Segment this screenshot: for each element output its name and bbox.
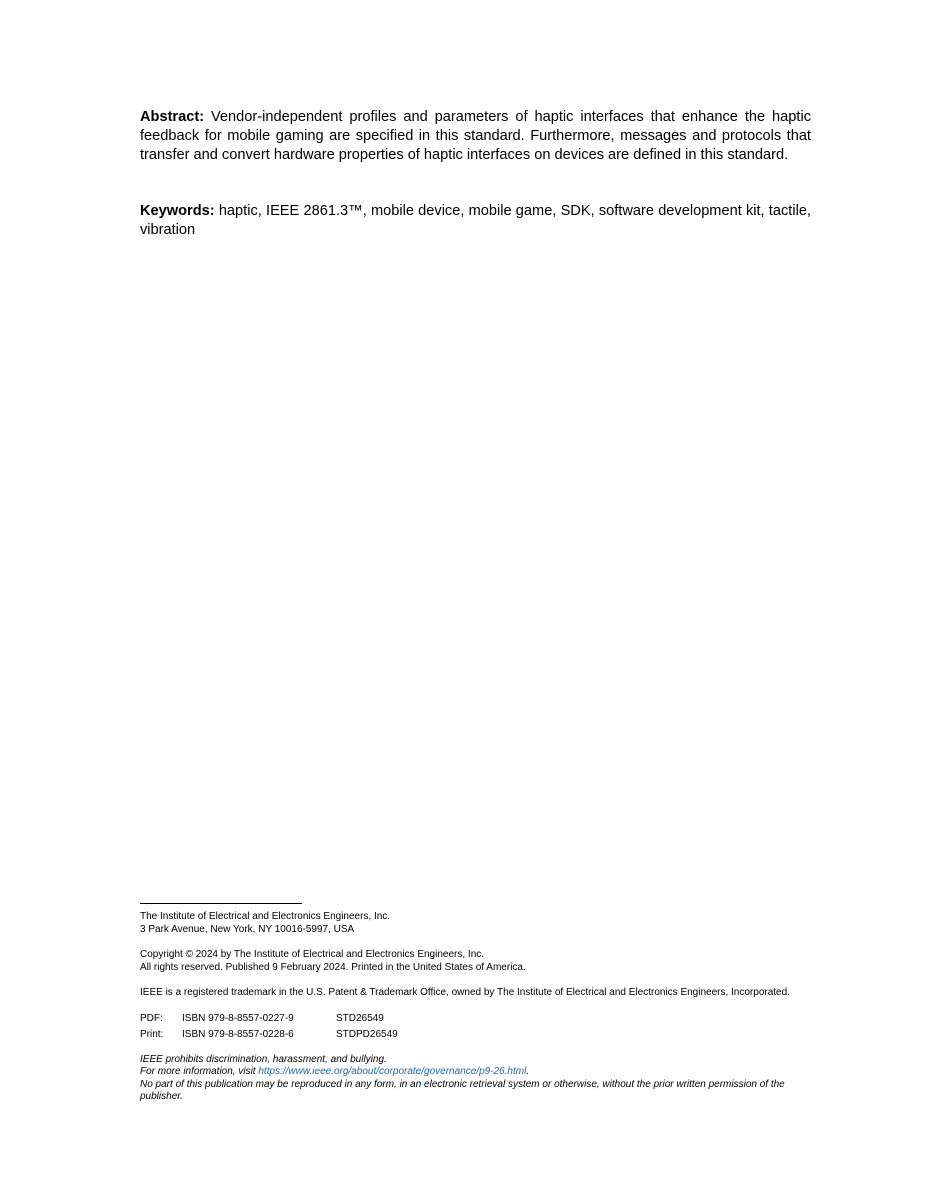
trademark-block <box>140 987 811 1000</box>
trademark-notice: IEEE is a registered trademark in the U.S. Patent & Trademark Office, owned by The Institute of Electrical and Electronics Engineers, Incorporated. <box>140 987 790 998</box>
isbn-block <box>140 1013 811 1045</box>
policy-statement: IEEE prohibits discrimination, harassment, and bullying. <box>140 1053 387 1065</box>
copyright-block <box>140 949 811 974</box>
abstract-label: Abstract: <box>140 109 205 125</box>
isbn-row-pdf <box>140 1013 811 1029</box>
publisher-name: The Institute of Electrical and Electronics Engineers, Inc. <box>140 911 391 922</box>
copyright-line: Copyright © 2024 by The Institute of Electrical and Electronics Engineers, Inc. <box>140 949 485 960</box>
more-info-prefix: For more information, visit <box>140 1066 259 1077</box>
publisher-address: 3 Park Avenue, New York, NY 10016-5997, USA <box>140 923 355 935</box>
keywords-text: haptic, IEEE 2861.3™, mobile device, mobile game, SDK, software development kit, tactile, vibration <box>140 203 811 238</box>
isbn-code: STDPD26549 <box>336 1028 398 1040</box>
abstract-text: Vendor-independent profiles and parameters of haptic interfaces that enhance the haptic feedback for mobile gaming are specified in this standard. Furthermore, messages and protocols that transfer and convert hardware properties of haptic interfaces on devices are defined in this standard. <box>140 109 811 163</box>
keywords-paragraph <box>140 202 811 240</box>
isbn-number: ISBN 979-8-8557-0228-6 <box>182 1028 294 1040</box>
policy-block <box>140 1054 811 1104</box>
more-info-line <box>140 1066 811 1079</box>
reproduction-notice: No part of this publication may be reproduced in any form, in an electronic retrieval system or otherwise, without the prior written permission of the publisher. <box>140 1078 785 1102</box>
footer-divider <box>140 903 302 904</box>
isbn-code: STD26549 <box>336 1012 384 1024</box>
more-info-suffix: . <box>526 1066 530 1077</box>
rights-line: All rights reserved. Published 9 February 2024. Printed in the United States of America. <box>140 961 526 973</box>
isbn-number: ISBN 979-8-8557-0227-9 <box>182 1012 294 1024</box>
isbn-format: PDF: <box>140 1012 163 1024</box>
abstract-paragraph <box>140 108 811 165</box>
governance-link[interactable]: https://www.ieee.org/about/corporate/governance/p9-26.html <box>258 1066 527 1077</box>
isbn-row-print <box>140 1029 811 1045</box>
keywords-label: Keywords: <box>140 203 215 219</box>
footer <box>140 903 811 1104</box>
publisher-block <box>140 911 811 936</box>
isbn-format: Print: <box>140 1028 164 1040</box>
